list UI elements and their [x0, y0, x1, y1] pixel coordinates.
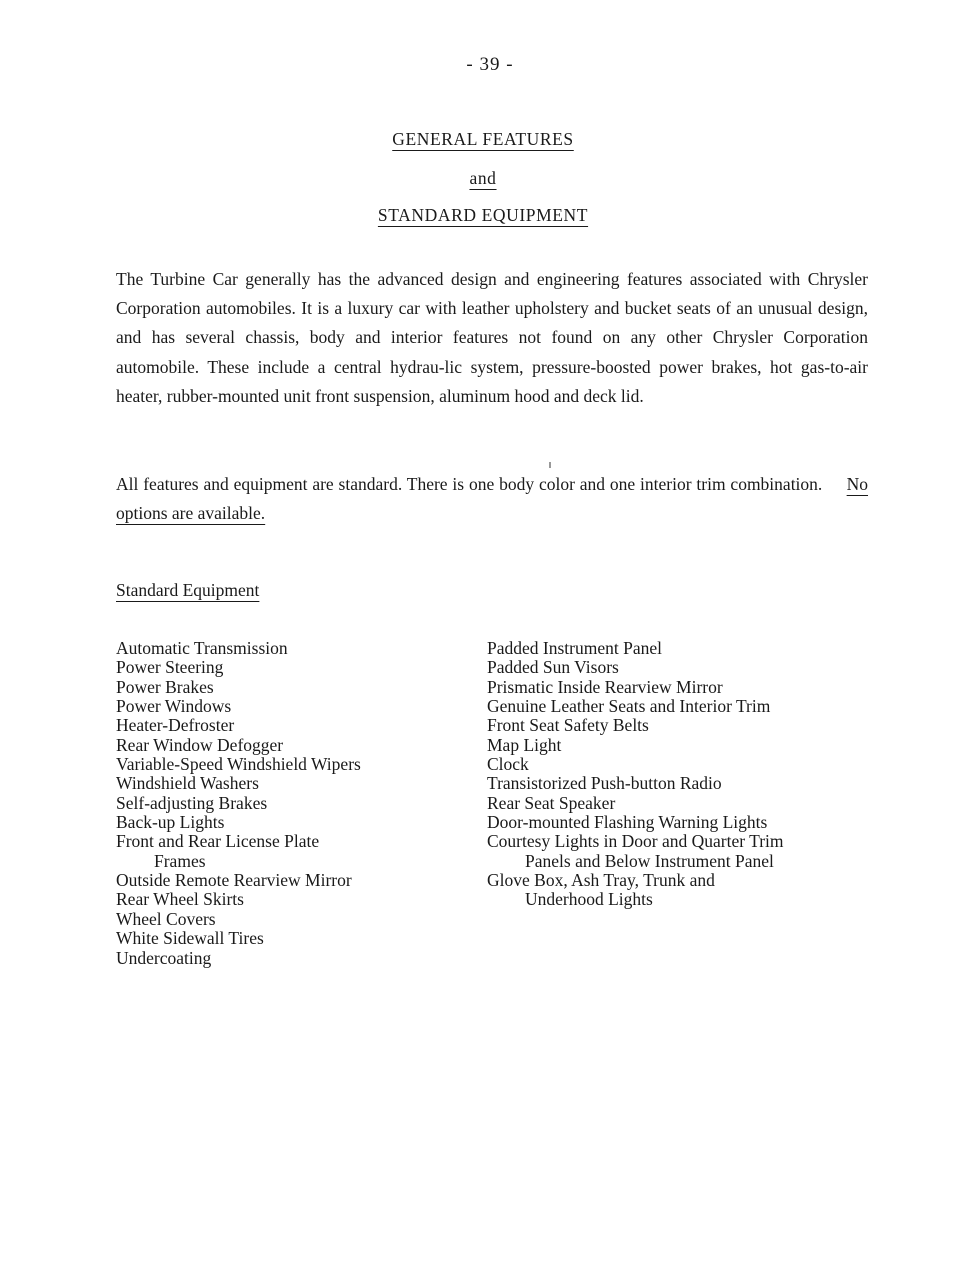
heading-general-features-text: GENERAL FEATURES — [392, 129, 574, 149]
continuation-text: Underhood Lights — [525, 889, 653, 910]
list-item: Rear Window Defogger — [116, 734, 284, 755]
no-options-note: No options are available. — [116, 474, 869, 524]
continuation-text: Frames — [154, 850, 206, 871]
list-item: Genuine Leather Seats and Interior Trim — [487, 696, 771, 717]
heading-and — [0, 168, 966, 189]
continuation-text: Panels and Below Instrument Panel — [525, 850, 774, 871]
equipment-list-right — [487, 639, 867, 910]
equipment-list-left — [116, 639, 466, 968]
list-item: Rear Seat Speaker — [487, 792, 616, 813]
list-item: Padded Instrument Panel — [487, 638, 662, 658]
list-item: Variable-Speed Windshield Wipers — [116, 754, 361, 775]
list-item-continuation — [487, 890, 867, 909]
standard-equipment-title: Standard Equipment — [116, 580, 260, 600]
list-item: Rear Wheel Skirts — [116, 889, 244, 910]
intro-paragraph: The Turbine Car generally has the advanced design and engineering features associated with Chrysler Corporation automobiles. It is a luxury car with leather upholstery and bucket seats of an unusual design, and has several chassis, body and interior features not found on any other Chrysler Corporation automobile. These include a central hydrau-lic system, pressure-boosted power brakes, hot gas-to-air heater, rubber-mounted unit front suspension, aluminum hood and deck lid. — [116, 269, 868, 406]
list-item-continuation — [487, 852, 867, 871]
list-item: Power Steering — [116, 657, 224, 678]
list-item: Heater-Defroster — [116, 715, 235, 736]
list-item: Undercoating — [116, 947, 212, 968]
list-item: Self-adjusting Brakes — [116, 792, 268, 813]
page-number: - 39 - — [466, 54, 514, 75]
heading-general-features — [0, 129, 966, 150]
list-item: Windshield Washers — [116, 773, 259, 794]
list-item: Automatic Transmission — [116, 638, 288, 658]
list-item: Door-mounted Flashing Warning Lights — [487, 812, 768, 833]
options-paragraph — [116, 470, 868, 528]
list-item: Clock — [487, 754, 529, 775]
list-item: Wheel Covers — [116, 908, 216, 929]
list-item: Front and Rear License Plate — [116, 831, 320, 852]
list-item: Back-up Lights — [116, 812, 225, 833]
options-paragraph-text: All features and equipment are standard. There is one body color and one interior trim combination. — [116, 474, 823, 494]
list-item: Outside Remote Rearview Mirror — [116, 870, 352, 891]
list-item: Courtesy Lights in Door and Quarter Trim — [487, 831, 784, 852]
list-item: Transistorized Push-button Radio — [487, 773, 722, 794]
scan-speck — [549, 462, 551, 468]
heading-standard-equipment-text: STANDARD EQUIPMENT — [377, 205, 589, 225]
list-item: Power Windows — [116, 696, 232, 717]
list-item: Power Brakes — [116, 676, 214, 697]
list-item: White Sidewall Tires — [116, 928, 264, 949]
list-item: Glove Box, Ash Tray, Trunk and — [487, 870, 715, 891]
heading-and-text: and — [469, 168, 497, 188]
list-item: Prismatic Inside Rearview Mirror — [487, 676, 723, 697]
list-item: Front Seat Safety Belts — [487, 715, 649, 736]
heading-standard-equipment — [0, 205, 966, 226]
list-item-continuation — [116, 852, 466, 871]
list-item: Padded Sun Visors — [487, 657, 619, 678]
list-item: Map Light — [487, 734, 562, 755]
